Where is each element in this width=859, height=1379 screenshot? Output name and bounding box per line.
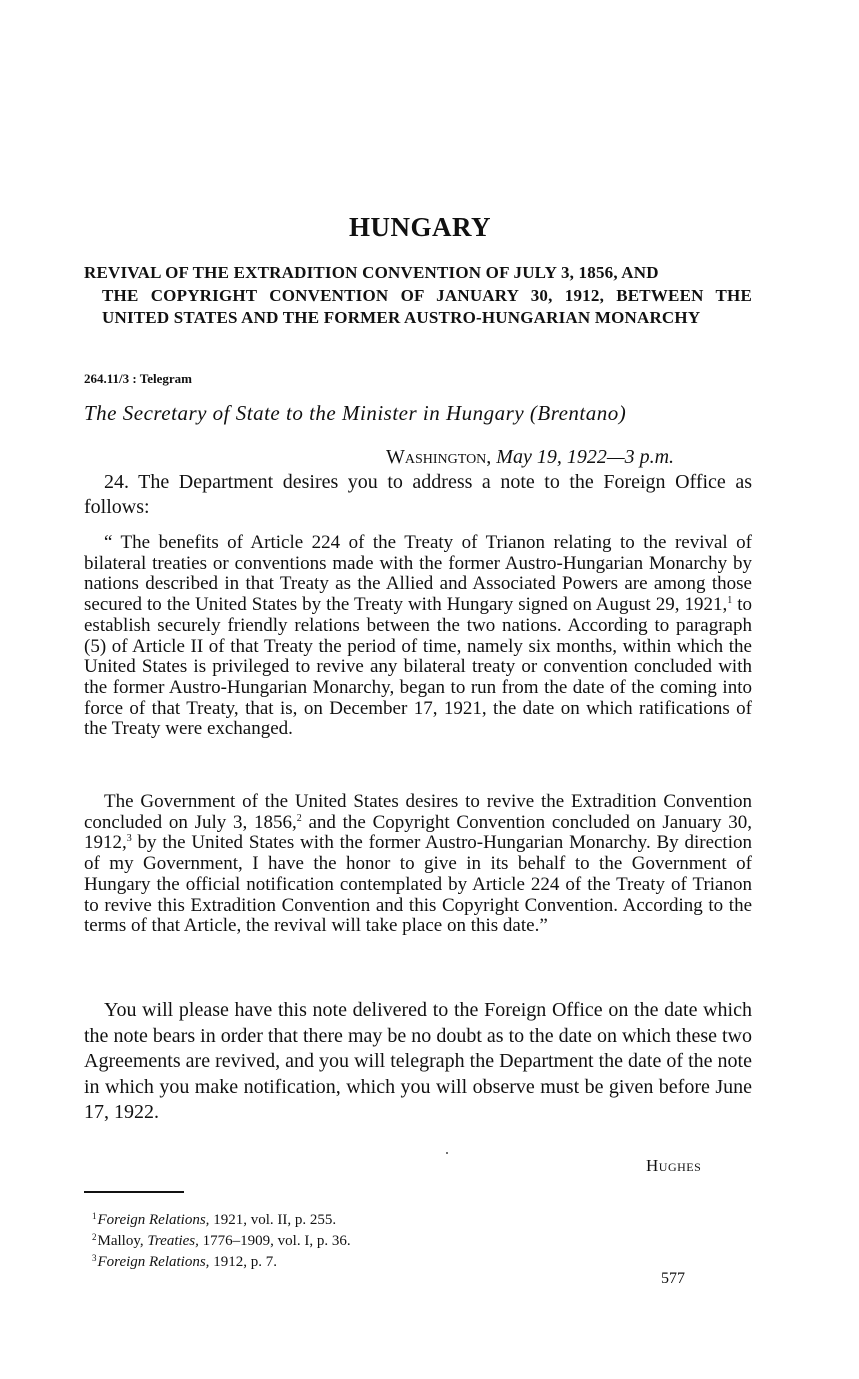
print-speck xyxy=(446,1152,448,1154)
quoted-note-paragraph-1 xyxy=(84,533,752,740)
footnote-2-text: 1776–1909, vol. I, p. 36. xyxy=(198,1233,351,1249)
country-heading: HUNGARY xyxy=(348,212,492,242)
signature: Hughes xyxy=(646,1156,702,1175)
dateline xyxy=(386,446,756,469)
section-heading-line-1: REVIVAL OF THE EXTRADITION CONVENTION OF JULY 3, 1856, AND xyxy=(84,263,659,282)
footnote-3-text: 1912, p. 7. xyxy=(209,1254,277,1270)
instruction-paragraph: 24. The Department desires you to address a note to the Foreign Office as follows: xyxy=(84,471,752,518)
quote-1-text-b: to establish securely friendly relations between the two nations. According to paragraph (5) of Article II of that Treaty the period of time, namely six months, within which the United States is privileged to revive any bilateral treaty or convention concluded with the former Austro-Hungarian Monarchy, began to run from the date of the coming into force of that Treaty, that is, on December 17, 1921, the date on which ratifications of the Treaty were exchanged. xyxy=(84,594,752,740)
closing-paragraph: You will please have this note delivered to the Foreign Office on the date which the note bears in order that there may be no doubt as to the date on which these two Agreements are revived, and you will telegraph the Department the date of the note in which you make notification, which you will observe must be given before June 17, 1922. xyxy=(84,999,752,1124)
footnote-3 xyxy=(92,1250,351,1271)
footnote-ref-2: 2 xyxy=(296,812,302,824)
quote-2-text-b: and the Copyright Convention concluded on January 30, 1912, xyxy=(84,811,752,854)
file-reference: 264.11/3 : Telegram xyxy=(84,371,192,386)
footnote-2 xyxy=(92,1229,351,1250)
quoted-note-paragraph-2 xyxy=(84,792,752,937)
footnote-divider xyxy=(84,1191,184,1193)
quote-1-text-a: “ The benefits of Article 224 of the Treaty of Trianon relating to the revival of bilateral treaties or conventions made with the former Austro-Hungarian Monarchy by nations described in that Treaty as the Allied and Associated Powers are among those secured to the United States by the Treaty with Hungary signed on August 29, 1921, xyxy=(84,532,752,616)
footnote-2-mark: 2 xyxy=(92,1232,97,1242)
dateline-date: May 19, 1922—3 p.m. xyxy=(496,446,675,468)
page-number: 577 xyxy=(661,1270,685,1287)
footnote-1 xyxy=(92,1208,351,1229)
footnote-ref-1: 1 xyxy=(727,595,733,607)
section-heading-continuation: THE COPYRIGHT CONVENTION OF JANUARY 30, 1912, BETWEEN THE UNITED STATES AND THE FORMER AUSTRO-HUNGARIAN MONARCHY xyxy=(102,285,752,327)
quote-2-text-a: The Government of the United States desires to revive the Extradition Convention concluded on July 3, 1856, xyxy=(84,791,752,833)
footnotes xyxy=(92,1208,351,1271)
footnote-3-title: Foreign Relations, xyxy=(97,1254,210,1270)
footnote-3-mark: 3 xyxy=(92,1253,97,1263)
footnote-ref-3: 3 xyxy=(126,833,132,845)
dateline-place: Washington, xyxy=(386,446,492,468)
document-title: The Secretary of State to the Minister in Hungary (Brentano) xyxy=(84,401,627,425)
footnote-2-title: Treaties, xyxy=(147,1233,199,1249)
footnote-1-text: 1921, vol. II, p. 255. xyxy=(209,1212,337,1228)
footnote-1-title: Foreign Relations, xyxy=(97,1212,210,1228)
footnote-1-mark: 1 xyxy=(92,1211,97,1221)
quote-2-text-c: by the United States with the former Austro-Hungarian Monarchy. By direction of my Government, I have the honor to give in its behalf to the Government of Hungary the official notification contemplated by Article 224 of the Treaty of Trianon to revive this Extradition Convention and this Copyright Convention. According to the terms of that Article, the revival will take place on this date.” xyxy=(84,832,752,937)
section-heading xyxy=(84,262,752,330)
footnote-2-lead: Malloy, xyxy=(97,1233,148,1249)
